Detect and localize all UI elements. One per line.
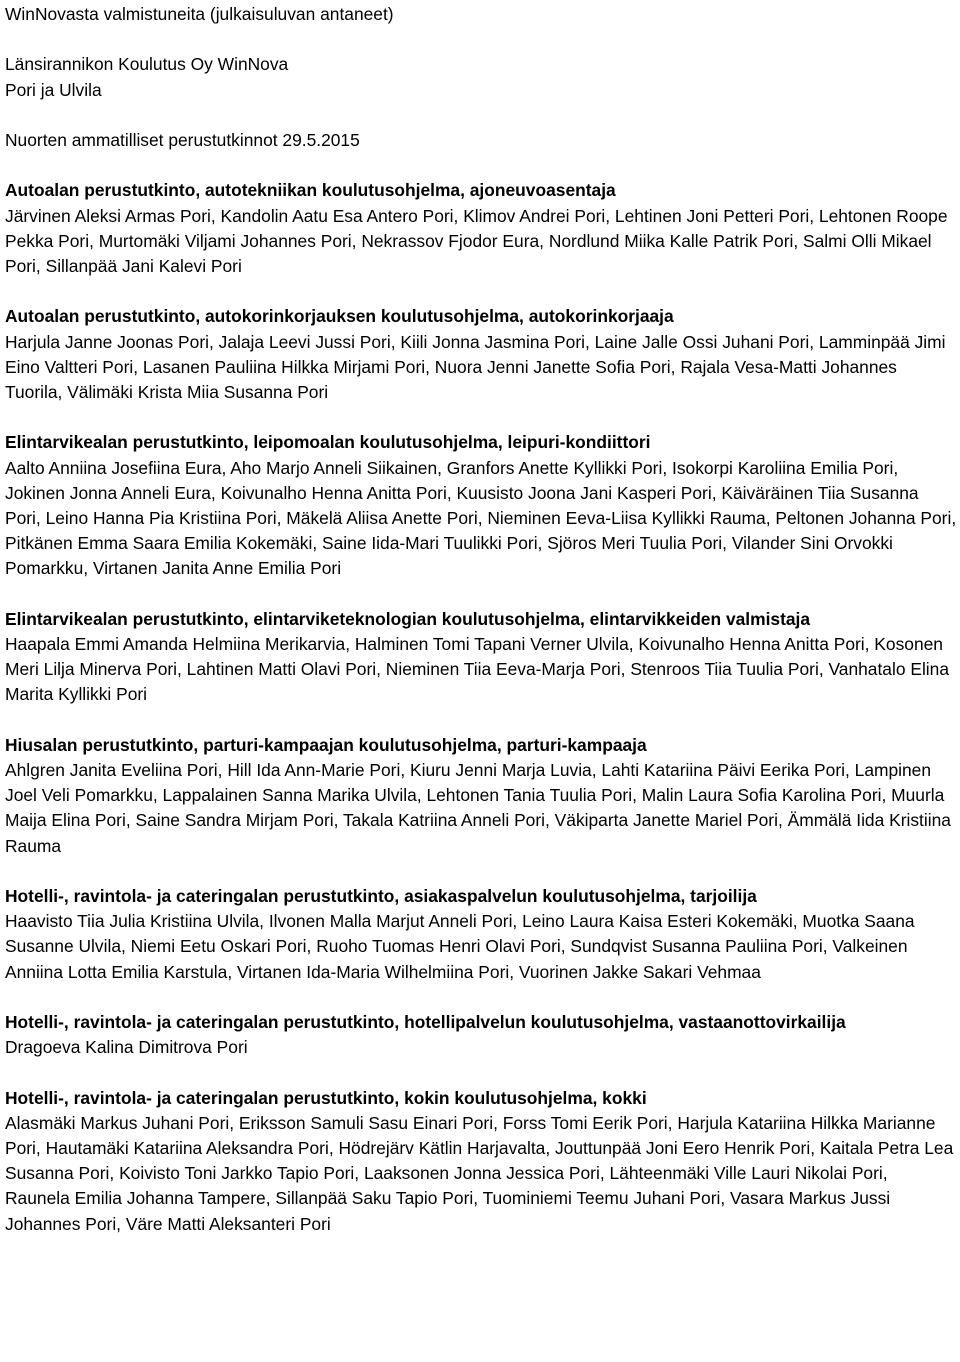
graduate-list: Dragoeva Kalina Dimitrova Pori	[5, 1037, 248, 1058]
location: Pori ja Ulvila	[5, 79, 102, 100]
section-title: Hiusalan perustutkinto, parturi-kampaajan koulutusohjelma, parturi-kampaaja	[5, 734, 647, 755]
organization-name: Länsirannikon Koulutus Oy WinNova	[5, 54, 289, 75]
degree-section	[5, 304, 957, 405]
degree-section	[5, 1086, 957, 1237]
graduate-list: Aalto Anniina Josefiina Eura, Aho Marjo Anneli Siikainen, Granfors Anette Kyllikki Pori, Isokorpi Karoliina Emilia Pori, Jokinen Jonna Anneli Eura, Koivunalho Henna Anitta Pori, Kuusisto Joona Jani Kasperi Pori, Käiväräinen Tiia Susanna Pori, Leino Hanna Pia Kristiina Pori, Mäkelä Aliisa Anette Pori, Nieminen Eeva-Liisa Kyllikki Rauma, Peltonen Johanna Pori, Pitkänen Emma Saara Emilia Kokemäki, Saine Iida-Mari Tuulikki Pori, Sjöros Meri Tuulia Pori, Vilander Sini Orvokki Pomarkku, Virtanen Janita Anne Emilia Pori	[5, 457, 957, 579]
graduate-list: Alasmäki Markus Juhani Pori, Eriksson Samuli Sasu Einari Pori, Forss Tomi Eerik Pori, Harjula Katariina Hilkka Marianne Pori, Hautamäki Katariina Aleksandra Pori, Hödrejärv Kätlin Harjavalta, Jouttunpää Joni Eero Henrik Pori, Kaitala Petra Lea Susanna Pori, Koivisto Toni Jarkko Tapio Pori, Laaksonen Jonna Jessica Pori, Lähteenmäki Ville Lauri Nikolai Pori, Raunela Emilia Johanna Tampere, Sillanpää Saku Tapio Pori, Tuominiemi Teemu Juhani Pori, Vasara Markus Jussi Johannes Pori, Väre Matti Aleksanteri Pori	[5, 1112, 954, 1234]
spacer	[5, 27, 957, 52]
section-title: Elintarvikealan perustutkinto, elintarviketeknologian koulutusohjelma, elintarvikkeiden valmistaja	[5, 608, 811, 629]
graduate-list: Haavisto Tiia Julia Kristiina Ulvila, Ilvonen Malla Marjut Anneli Pori, Leino Laura Kaisa Esteri Kokemäki, Muotka Saana Susanne Ulvila, Niemi Eetu Oskari Pori, Ruoho Tuomas Henri Olavi Pori, Sundqvist Susanna Pauliina Pori, Valkeinen Anniina Lotta Emilia Karstula, Virtanen Ida-Maria Wilhelmiina Pori, Vuorinen Jakke Sakari Vehmaa	[5, 911, 915, 982]
degree-section	[5, 430, 957, 581]
section-title: Autoalan perustutkinto, autokorinkorjauksen koulutusohjelma, autokorinkorjaaja	[5, 306, 674, 327]
degree-section	[5, 884, 957, 985]
spacer	[5, 103, 957, 128]
section-title: Hotelli-, ravintola- ja cateringalan perustutkinto, hotellipalvelun koulutusohjelma, vastaanottovirkailija	[5, 1011, 846, 1032]
graduate-list: Järvinen Aleksi Armas Pori, Kandolin Aatu Esa Antero Pori, Klimov Andrei Pori, Lehtinen Joni Petteri Pori, Lehtonen Roope Pekka Pori, Murtomäki Viljami Johannes Pori, Nekrassov Fjodor Eura, Nordlund Miika Kalle Patrik Pori, Salmi Olli Mikael Pori, Sillanpää Jani Kalevi Pori	[5, 205, 948, 276]
section-title: Hotelli-, ravintola- ja cateringalan perustutkinto, asiakaspalvelun koulutusohjelma, tarjoilija	[5, 885, 757, 906]
graduate-list: Haapala Emmi Amanda Helmiina Merikarvia, Halminen Tomi Tapani Verner Ulvila, Koivunalho Henna Anitta Pori, Kosonen Meri Lilja Minerva Pori, Lahtinen Matti Olavi Pori, Nieminen Tiia Eeva-Marja Pori, Stenroos Tiia Tuulia Pori, Vanhatalo Elina Marita Kyllikki Pori	[5, 633, 950, 705]
section-title: Hotelli-, ravintola- ja cateringalan perustutkinto, kokin koulutusohjelma, kokki	[5, 1087, 647, 1108]
document-title: WinNovasta valmistuneita (julkaisuluvan antaneet)	[5, 4, 394, 24]
document-page	[5, 2, 957, 1262]
degree-section	[5, 178, 957, 279]
section-title: Elintarvikealan perustutkinto, leipomoalan koulutusohjelma, leipuri-kondiittori	[5, 432, 651, 453]
degree-section	[5, 607, 957, 708]
section-title: Autoalan perustutkinto, autotekniikan koulutusohjelma, ajoneuvoasentaja	[5, 180, 616, 201]
degree-date: Nuorten ammatilliset perustutkinnot 29.5.2015	[5, 129, 360, 150]
degree-section	[5, 1010, 957, 1060]
graduate-list: Harjula Janne Joonas Pori, Jalaja Leevi Jussi Pori, Kiili Jonna Jasmina Pori, Laine Jalle Ossi Juhani Pori, Lamminpää Jimi Eino Valtteri Pori, Lasanen Pauliina Hilkka Mirjami Pori, Nuora Jenni Janette Sofia Pori, Rajala Vesa-Matti Johannes Tuorila, Välimäki Krista Miia Susanna Pori	[5, 331, 946, 402]
graduate-list: Ahlgren Janita Eveliina Pori, Hill Ida Ann-Marie Pori, Kiuru Jenni Marja Luvia, Lahti Katariina Päivi Eerika Pori, Lampinen Joel Veli Pomarkku, Lappalainen Sanna Marika Ulvila, Lehtonen Tania Tuulia Pori, Malin Laura Sofia Karolina Pori, Muurla Maija Elina Pori, Saine Sandra Mirjam Pori, Takala Katriina Anneli Pori, Väkiparta Janette Mariel Pori, Ämmälä Iida Kristiina Rauma	[5, 759, 951, 856]
spacer	[5, 153, 957, 178]
degree-section	[5, 733, 957, 859]
